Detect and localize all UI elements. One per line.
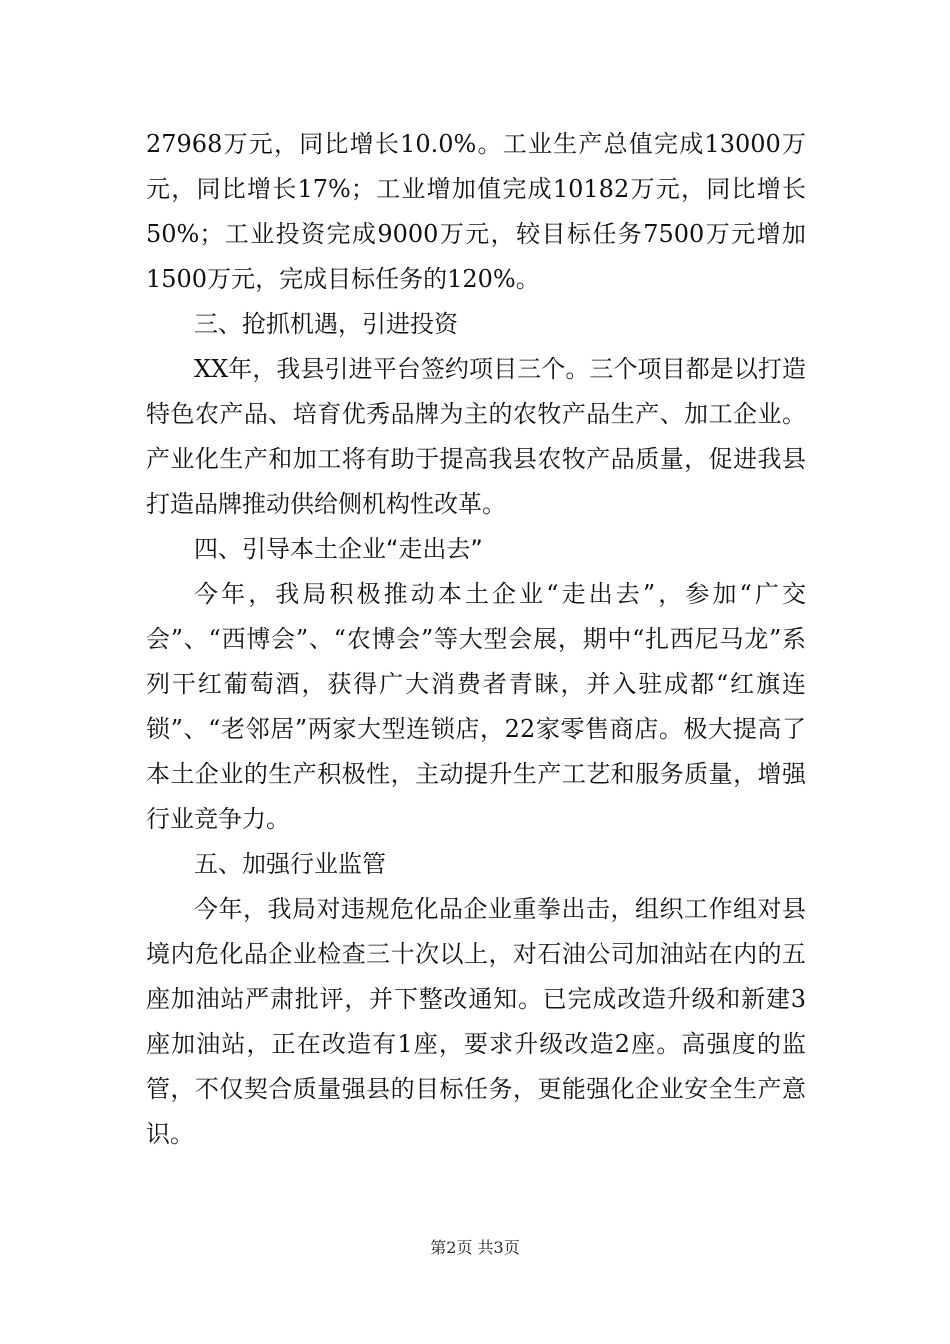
section-heading-investment: 三、抢抓机遇，引进投资	[194, 310, 458, 338]
paragraph-investment: XX年，我县引进平台签约项目三个。三个项目都是以打造特色农产品、培育优秀品牌为主的农牧产品生产、加工企业。产业化生产和加工将有助于提高我县农牧产品质量，促进我县打造品牌推动供给侧机构性改革。	[146, 355, 806, 518]
paragraph-go-global: 今年，我局积极推动本土企业“走出去”，参加“广交会”、“西博会”、“农博会”等大型会展，期中“扎西尼马龙”系列干红葡萄酒，获得广大消费者青睐，并入驻成都“红旗连锁”、“老邻居”两家大型连锁店，22家零售商店。极大提高了本土企业的生产积极性，主动提升生产工艺和服务质量，增强行业竞争力。	[146, 580, 806, 833]
section-heading-supervision: 五、加强行业监管	[194, 850, 386, 878]
paragraph-industry-stats: 27968万元，同比增长10.0%。工业生产总值完成13000万元，同比增长17%；工业增加值完成10182万元，同比增长50%；工业投资完成9000万元，较目标任务7500万元增加1500万元，完成目标任务的120%。	[146, 130, 806, 293]
document-body	[146, 122, 806, 1157]
page-number-footer: 第2页 共3页	[430, 1238, 520, 1257]
paragraph-supervision: 今年，我局对违规危化品企业重拳出击，组织工作组对县境内危化品企业检查三十次以上，对石油公司加油站在内的五座加油站严肃批评，并下整改通知。已完成改造升级和新建3座加油站，正在改造有1座，要求升级改造2座。高强度的监管，不仅契合质量强县的目标任务，更能强化企业安全生产意识。	[146, 895, 806, 1148]
section-heading-go-global: 四、引导本土企业“走出去”	[194, 535, 483, 563]
